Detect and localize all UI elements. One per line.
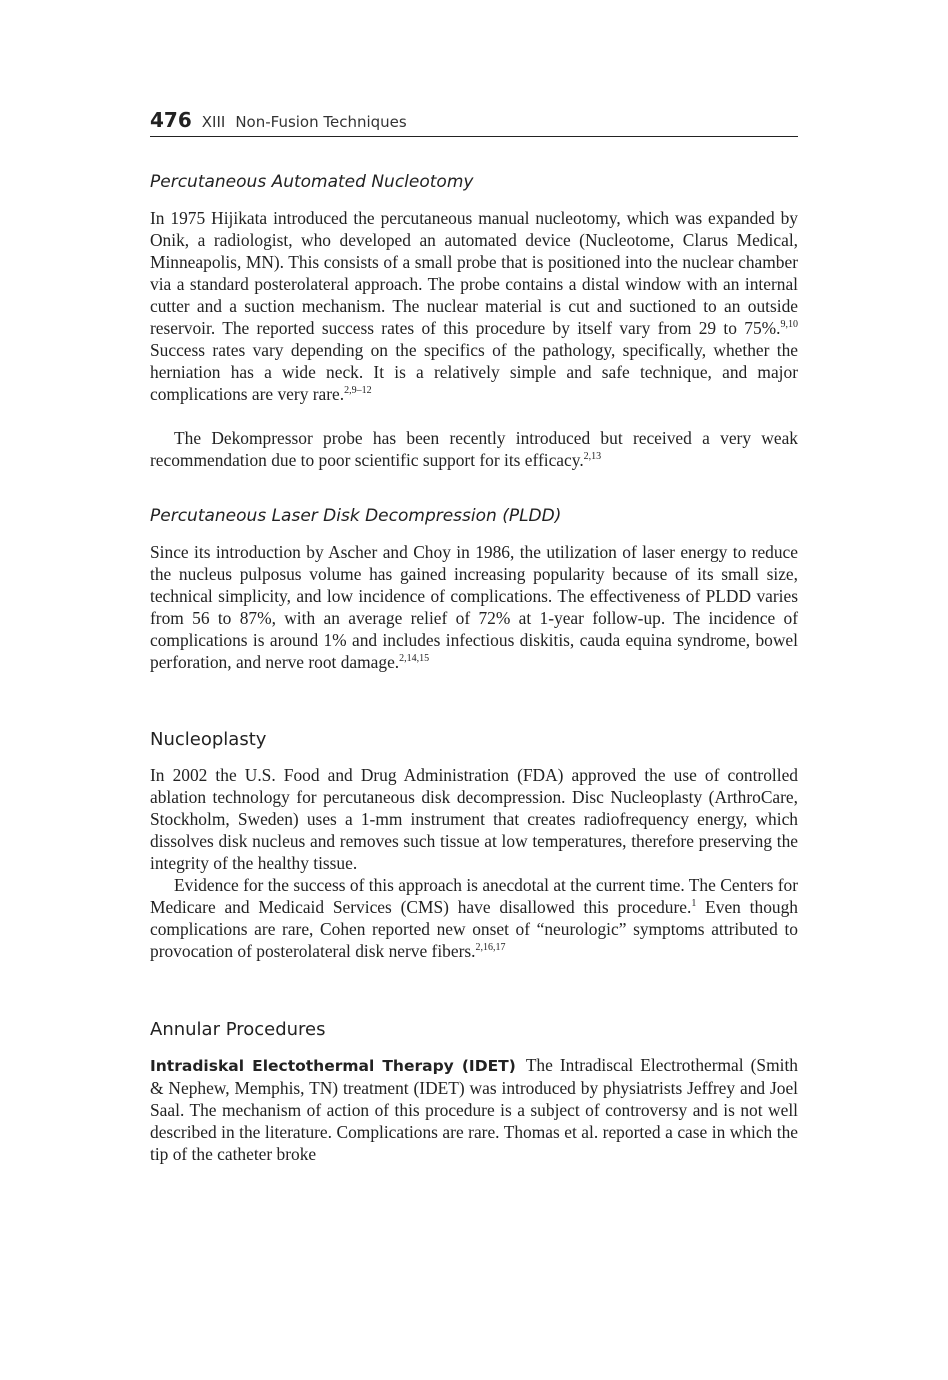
paragraph-text: Even though complications are rare, Cohen reported new onset of “neurologic” symptoms attributed to provocation of posterolateral disk nerve fibers. xyxy=(150,897,798,961)
paragraph-pldd-1 xyxy=(150,541,798,673)
part-label: XIII xyxy=(201,113,226,131)
paragraph-text: The Intradiscal Electrothermal (Smith & Nephew, Memphis, TN) treatment (IDET) was introduced by physiatrists Jeffrey and Joel Saal. The mechanism of action of this procedure is a subject of controversy and is not well described in the literature. Complications are rare. Thomas et al. reported a case in which the tip of the catheter broke xyxy=(150,1055,798,1164)
section-label: Non-Fusion Techniques xyxy=(235,113,407,131)
heading-pan: Percutaneous Automated Nucleotomy xyxy=(150,172,474,192)
citation: 1 xyxy=(691,898,697,910)
page-number: 476 xyxy=(150,108,192,132)
heading-nucleoplasty: Nucleoplasty xyxy=(150,729,267,750)
heading-annular: Annular Procedures xyxy=(150,1019,326,1040)
running-head xyxy=(150,108,798,137)
paragraph-text: The Dekompressor probe has been recently introduced but received a very weak recommendation due to poor scientific support for its efficacy. xyxy=(150,428,798,470)
paragraph-text: In 1975 Hijikata introduced the percutaneous manual nucleotomy, which was expanded by Onik, a radiologist, who developed an automated device (Nucleotome, Clarus Medical, Minneapolis, MN). This consists of a small probe that is positioned into the nuclear chamber via a standard posterolateral approach. The probe contains a distal window with an internal cutter and a suction mechanism. The nuclear material is cut and suctioned to an outside reservoir. The reported success rates of this procedure by itself vary from 29 to 75%. xyxy=(150,208,798,338)
citation: 2,16,17 xyxy=(475,942,506,954)
paragraph-nucleoplasty-1 xyxy=(150,764,798,874)
paragraph-annular-1 xyxy=(150,1054,798,1165)
paragraph-pan-2 xyxy=(150,427,798,471)
citation: 2,13 xyxy=(583,451,602,463)
citation: 2,14,15 xyxy=(399,653,430,665)
heading-pldd: Percutaneous Laser Disk Decompression (PLDD) xyxy=(150,506,562,526)
paragraph-text: In 2002 the U.S. Food and Drug Administration (FDA) approved the use of controlled ablation technology for percutaneous disk decompression. Disc Nucleoplasty (ArthroCare, Stockholm, Sweden) uses a 1-mm instrument that creates radiofrequency energy, which dissolves disk nucleus and removes such tissue at low temperatures, therefore preserving the integrity of the healthy tissue. xyxy=(150,765,798,873)
citation: 2,9–12 xyxy=(344,385,372,397)
citation: 9,10 xyxy=(780,319,798,331)
paragraph-text: Evidence for the success of this approach is anecdotal at the current time. The Centers for Medicare and Medicaid Services (CMS) have disallowed this procedure. xyxy=(150,875,798,917)
run-in-heading: Intradiskal Electothermal Therapy (IDET) xyxy=(150,1057,516,1075)
paragraph-text: Since its introduction by Ascher and Choy in 1986, the utilization of laser energy to reduce the nucleus pulposus volume has gained increasing popularity because of its small size, technical simplicity, and low incidence of complications. The effectiveness of PLDD varies from 56 to 87%, with an average relief of 72% at 1-year follow-up. The incidence of complications is around 1% and includes infectious diskitis, cauda equina syndrome, bowel perforation, and nerve root damage. xyxy=(150,542,798,672)
paragraph-text: Success rates vary depending on the specifics of the pathology, specifically, whether the herniation has a wide neck. It is a relatively simple and safe technique, and major complications are very rare. xyxy=(150,340,798,404)
paragraph-nucleoplasty-2 xyxy=(150,874,798,962)
paragraph-pan-1 xyxy=(150,207,798,405)
